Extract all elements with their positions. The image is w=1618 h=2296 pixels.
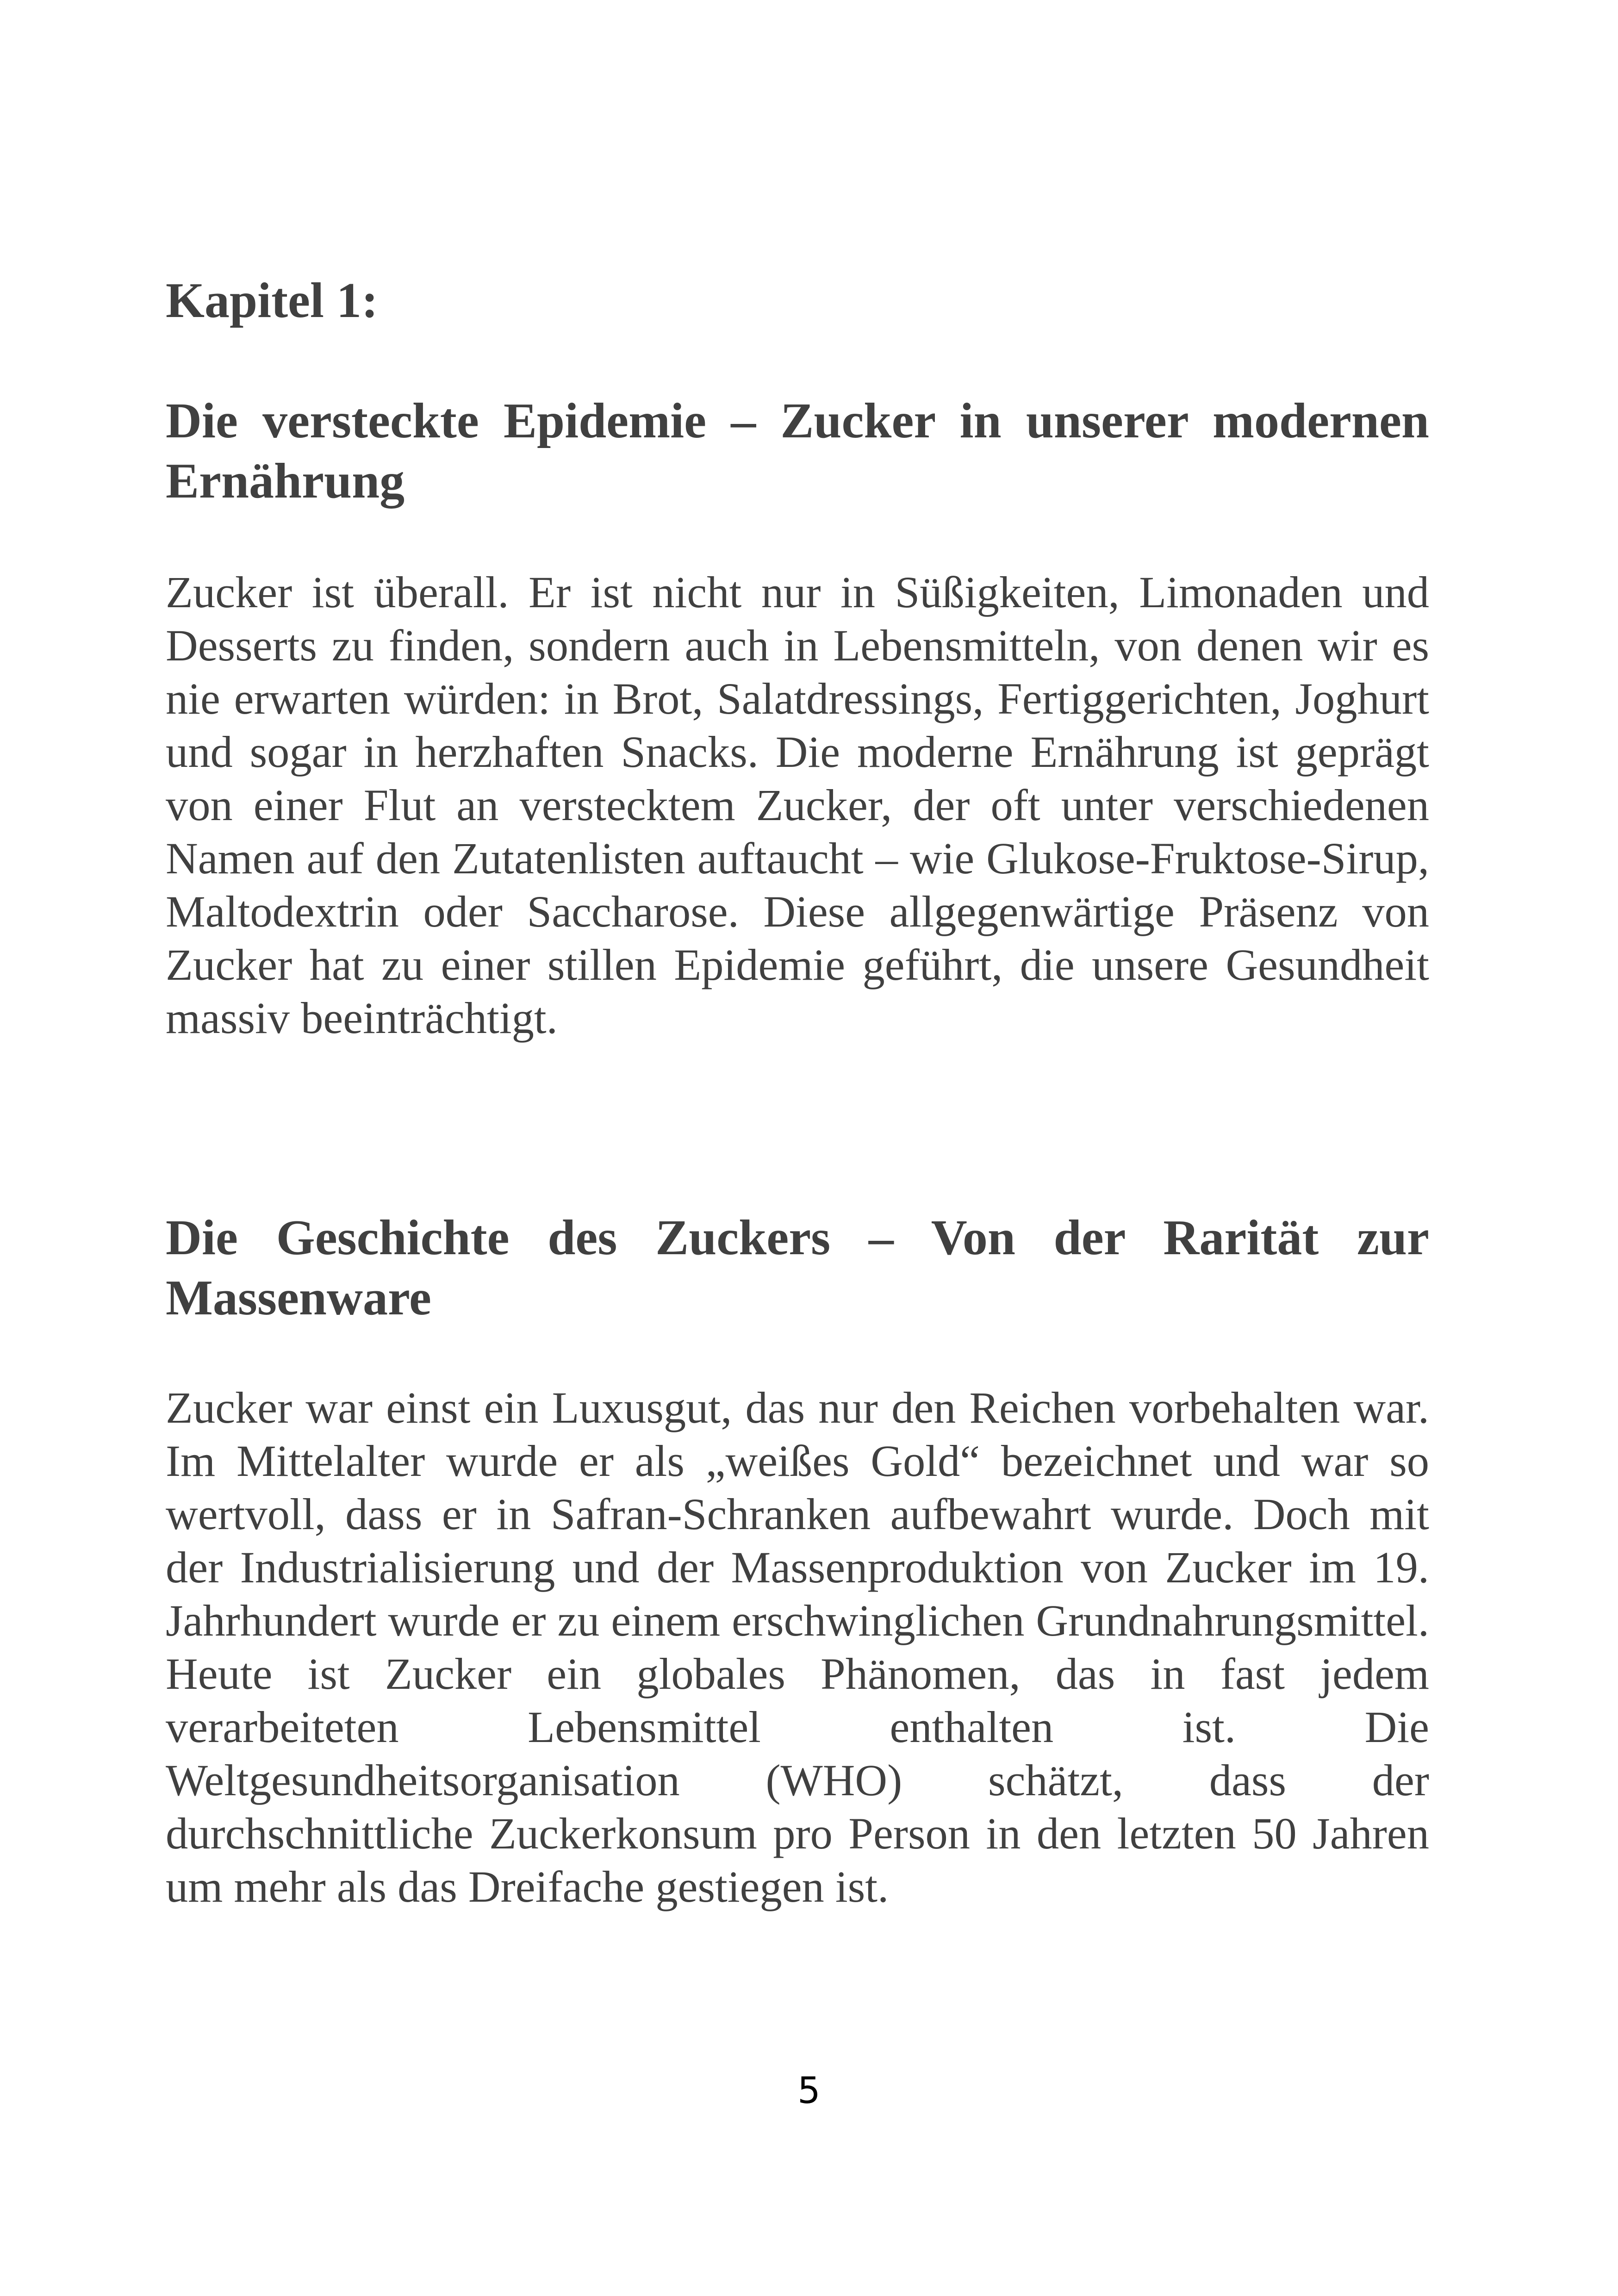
page-number: 5: [797, 2070, 821, 2112]
section-paragraph-epidemie: Zucker ist überall. Er ist nicht nur in Süßigkeiten, Limonaden und Desserts zu finden, sondern auch in Lebensmitteln, von denen wir es nie erwarten würden: in Brot, Salatdressings, Fertiggerichten, Joghurt und sogar in herzhaften Snacks. Die moderne Ernährung ist geprägt von einer Flut an verstecktem Zucker, der oft unter verschiedenen Namen auf den Zutatenlisten auftaucht – wie Glukose-Fruktose-Sirup, Maltodextrin oder Saccharose. Diese allgegenwärtige Präsenz von Zucker hat zu einer stillen Epidemie geführt, die unsere Gesundheit massiv beeinträchtigt.: [166, 567, 1429, 1043]
section-paragraph-geschichte: Zucker war einst ein Luxusgut, das nur den Reichen vorbehalten war. Im Mittelalter wurde er als „weißes Gold“ bezeichnet und war so wertvoll, dass er in Safran-Schranken aufbewahrt wurde. Doch mit der Industrialisierung und der Massenproduktion von Zucker im 19. Jahrhundert wurde er zu einem erschwinglichen Grundnahrungsmittel. Heute ist Zucker ein globales Phänomen, das in fast jedem verarbeiteten Lebensmittel enthalten ist. Die Weltgesundheitsorganisation (WHO) schätzt, dass der durchschnittliche Zuckerkonsum pro Person in den letzten 50 Jahren um mehr als das Dreifache gestiegen ist.: [166, 1383, 1429, 1911]
section-heading-epidemie: Die versteckte Epidemie – Zucker in unserer modernen Ernährung: [166, 393, 1429, 509]
section-heading-geschichte: Die Geschichte des Zuckers – Von der Rarität zur Massenware: [166, 1210, 1429, 1325]
chapter-heading: Kapitel 1:: [166, 273, 378, 328]
